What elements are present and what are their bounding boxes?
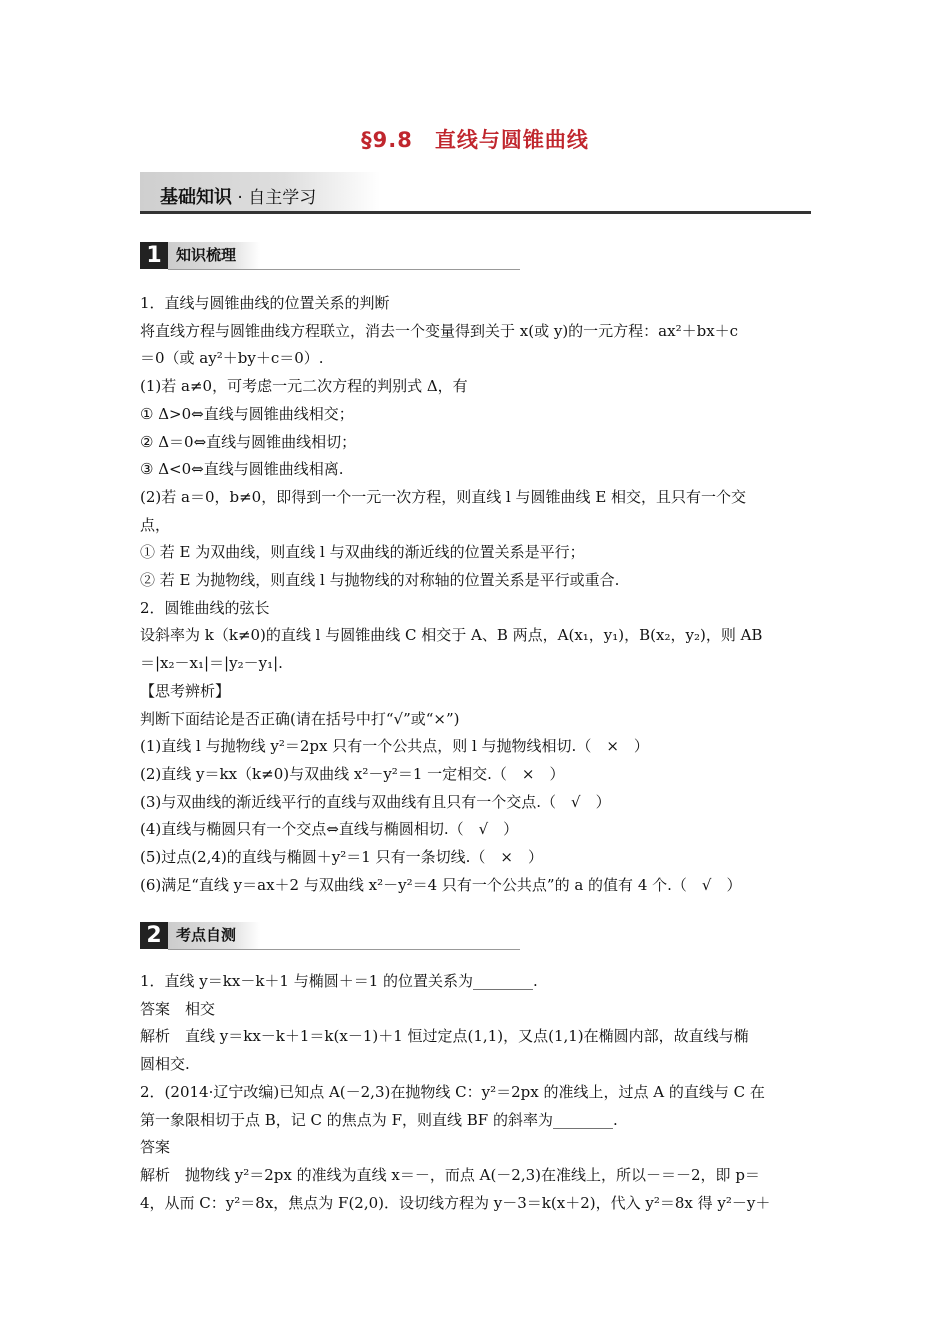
section-rule bbox=[168, 269, 520, 270]
text-line: (1)若 a≠0，可考虑一元二次方程的判别式 Δ，有 bbox=[140, 377, 468, 396]
banner-rule bbox=[140, 211, 811, 214]
section-label: 考点自测 bbox=[168, 922, 260, 949]
section-rule bbox=[168, 949, 520, 950]
text-line: ＝|x₂－x₁|＝|y₂－y₁|. bbox=[140, 654, 283, 673]
text-line: 4，从而 C：y²＝8x，焦点为 F(2,0)．设切线方程为 y－3＝k(x＋2)，代入 y²＝8x 得 y²－y＋ bbox=[140, 1193, 771, 1212]
text-line: ① 若 E 为双曲线，则直线 l 与双曲线的渐近线的位置关系是平行； bbox=[140, 543, 585, 562]
text-line: 解析 抛物线 y²＝2px 的准线为直线 x＝－，而点 A(－2,3)在准线上，所以－＝－2，即 p＝ bbox=[140, 1165, 760, 1184]
text-line: 答案 bbox=[140, 1138, 171, 1157]
text-line: (6)满足“直线 y＝ax＋2 与双曲线 x²－y²＝4 只有一个公共点”的 a 的值有 4 个.（ √ ） bbox=[140, 875, 742, 894]
text-line: 解析 直线 y＝kx－k＋1＝k(x－1)＋1 恒过定点(1,1)，又点(1,1)在椭圆内部，故直线与椭 bbox=[140, 1027, 749, 1046]
section-banner bbox=[140, 172, 811, 214]
text-line: 点， bbox=[140, 515, 171, 534]
text-line: (3)与双曲线的渐近线平行的直线与双曲线有且只有一个交点.（ √ ） bbox=[140, 792, 611, 811]
text-line: 设斜率为 k（k≠0)的直线 l 与圆锥曲线 C 相交于 A、B 两点，A(x₁，y₁)，B(x₂，y₂)，则 AB bbox=[140, 626, 763, 645]
text-line: (2)若 a＝0，b≠0，即得到一个一元一次方程，则直线 l 与圆锥曲线 E 相交，且只有一个交 bbox=[140, 487, 747, 506]
text-line: 圆相交. bbox=[140, 1055, 190, 1074]
text-line: ② Δ＝0⇔直线与圆锥曲线相切； bbox=[140, 432, 357, 451]
text-line: 答案 相交 bbox=[140, 999, 216, 1018]
text-line: 将直线方程与圆锥曲线方程联立，消去一个变量得到关于 x(或 y)的一元方程：ax²＋bx＋c bbox=[140, 321, 739, 340]
section-number: 2 bbox=[140, 922, 168, 949]
knowledge-content bbox=[140, 290, 812, 899]
text-line: 第一象限相切于点 B，记 C 的焦点为 F，则直线 BF 的斜率为________. bbox=[140, 1110, 618, 1129]
text-line: ② 若 E 为抛物线，则直线 l 与抛物线的对称轴的位置关系是平行或重合. bbox=[140, 571, 620, 590]
banner-sub: 自主学习 bbox=[248, 188, 317, 208]
text-line: 1．直线 y＝kx－k＋1 与椭圆＋＝1 的位置关系为________. bbox=[140, 972, 538, 990]
text-line: (2)直线 y＝kx（k≠0)与双曲线 x²－y²＝1 一定相交.（ × ） bbox=[140, 764, 565, 783]
text-line: ＝0（或 ay²＋by＋c＝0）. bbox=[140, 349, 324, 368]
selftest-content bbox=[140, 968, 812, 1217]
text-line: 2．(2014·辽宁改编)已知点 A(－2,3)在抛物线 C：y²＝2px 的准线上，过点 A 的直线与 C 在 bbox=[140, 1082, 765, 1101]
text-line: (4)直线与椭圆只有一个交点⇔直线与椭圆相切.（ √ ） bbox=[140, 820, 519, 839]
text-line: 判断下面结论是否正确(请在括号中打“√”或“×”) bbox=[140, 709, 460, 728]
banner-dot: · bbox=[237, 188, 243, 208]
text-line: (1)直线 l 与抛物线 y²＝2px 只有一个公共点，则 l 与抛物线相切.（ × ） bbox=[140, 737, 649, 756]
text-line: 【思考辨析】 bbox=[140, 681, 231, 700]
banner-main: 基础知识 bbox=[160, 187, 232, 208]
section-header-knowledge bbox=[140, 242, 520, 269]
text-line: 2．圆锥曲线的弦长 bbox=[140, 598, 270, 617]
page-title: §9.8 直线与圆锥曲线 bbox=[361, 128, 589, 152]
banner-text bbox=[160, 183, 316, 209]
text-line: (5)过点(2,4)的直线与椭圆＋y²＝1 只有一条切线.（ × ） bbox=[140, 848, 543, 867]
section-number: 1 bbox=[140, 242, 168, 269]
text-line: ① Δ>0⇔直线与圆锥曲线相交； bbox=[140, 404, 354, 423]
text-line: 1．直线与圆锥曲线的位置关系的判断 bbox=[140, 294, 390, 312]
text-line: ③ Δ<0⇔直线与圆锥曲线相离. bbox=[140, 460, 344, 479]
section-label: 知识梳理 bbox=[168, 242, 260, 269]
section-header-selftest bbox=[140, 922, 520, 949]
